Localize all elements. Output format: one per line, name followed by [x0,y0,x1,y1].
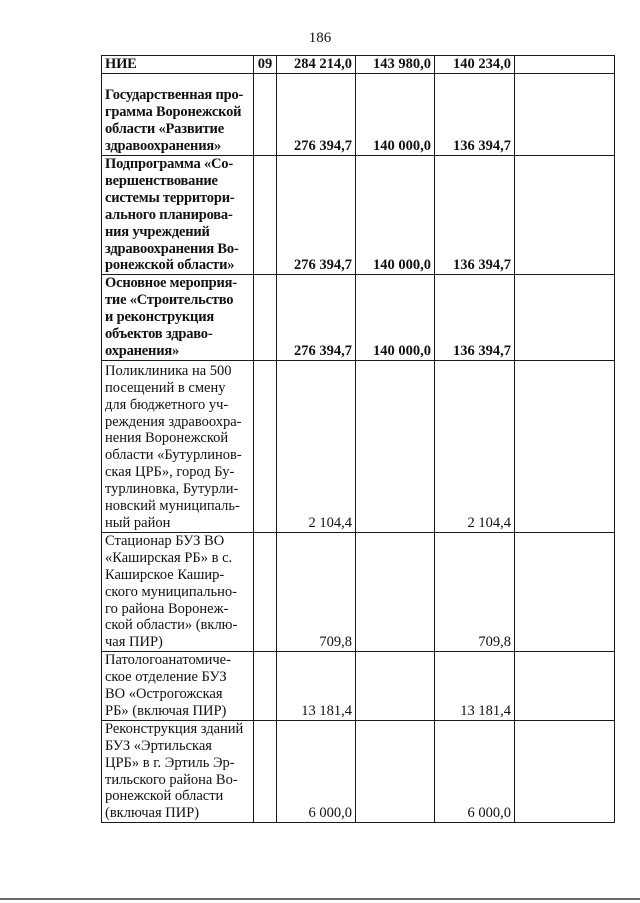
total-amount-cell: 6 000,0 [277,720,356,822]
budget-table-body [102,56,615,823]
table-row [102,532,615,651]
item-name-line: ВО «Острогожская [105,686,223,703]
item-name-line: реждения здравоохра- [105,413,242,430]
section-code-cell [254,275,277,361]
item-name-line: для бюджетного уч- [105,396,229,413]
item-name-line: нения Воронежской [105,430,229,447]
amount-cell-2: 140 000,0 [356,156,435,275]
amount-cell-4 [515,720,615,822]
amount-cell-3: 136 394,7 [435,74,515,156]
item-name-line: вершенствование [105,172,218,189]
total-amount-cell: 709,8 [277,532,356,651]
table-row [102,275,615,361]
item-name-line: и реконструкция [105,309,215,326]
amount-cell-2: 143 980,0 [356,56,435,74]
total-amount-cell: 13 181,4 [277,652,356,721]
item-name-line: ронежской области» [105,257,235,274]
item-name-line: Патологоанатомиче- [105,652,231,669]
amount-cell-4 [515,532,615,651]
section-code-cell [254,652,277,721]
scan-edge-line [0,898,640,900]
amount-cell-3: 709,8 [435,532,515,651]
amount-cell-3: 13 181,4 [435,652,515,721]
item-name-cell [102,156,254,275]
item-name-line: ЦРБ» в г. Эртиль Эр- [105,754,235,771]
item-name-line: НИЕ [105,56,137,73]
item-name-line: го района Воронеж- [105,600,229,617]
item-name-line: системы территори- [105,189,235,206]
total-amount-cell: 284 214,0 [277,56,356,74]
item-name-cell [102,360,254,532]
total-amount-cell: 276 394,7 [277,275,356,361]
item-name-line: Подпрограмма «Со- [105,156,233,172]
amount-cell-4 [515,652,615,721]
item-name-line: ния учреждений [105,223,210,240]
total-amount-cell: 276 394,7 [277,74,356,156]
amount-cell-3: 6 000,0 [435,720,515,822]
item-name-line: грамма Воронежской [105,104,242,121]
table-row [102,720,615,822]
item-name-line: Государственная про- [105,87,244,104]
amount-cell-2: 140 000,0 [356,275,435,361]
item-name-line: турлиновка, Бутурли- [105,481,239,498]
item-name-line: тие «Строительство [105,292,234,309]
table-row [102,652,615,721]
item-name-cell [102,532,254,651]
amount-cell-4 [515,156,615,275]
total-amount-cell: 276 394,7 [277,156,356,275]
item-name-line: Поликлиника на 500 [105,362,232,379]
item-name-line: здравоохранения» [105,138,222,155]
amount-cell-3: 140 234,0 [435,56,515,74]
total-amount-cell: 2 104,4 [277,360,356,532]
item-name-line: чая ПИР) [105,634,163,651]
section-code-cell [254,74,277,156]
amount-cell-3: 136 394,7 [435,275,515,361]
item-name-cell [102,74,254,156]
item-name-line: ской области» (вклю- [105,617,238,634]
item-name-cell [102,652,254,721]
item-name-line: тильского района Во- [105,771,238,788]
table-row [102,74,615,156]
amount-cell-2 [356,720,435,822]
item-name-line: области «Развитие [105,121,224,138]
item-name-line: Стационар БУЗ ВО [105,532,225,549]
item-name-cell [102,56,254,74]
item-name-cell [102,275,254,361]
item-name-line: Основное мероприя- [105,275,237,292]
section-code-cell [254,360,277,532]
amount-cell-3: 2 104,4 [435,360,515,532]
section-code-cell [254,156,277,275]
item-name-line: здравоохранения Во- [105,240,239,257]
table-row [102,360,615,532]
budget-table [101,55,615,823]
amount-cell-2: 140 000,0 [356,74,435,156]
amount-cell-2 [356,532,435,651]
page-number: 186 [308,30,332,46]
item-name-line: РБ» (включая ПИР) [105,702,227,719]
item-name-line: посещений в смену [105,379,226,396]
section-code-cell [254,532,277,651]
item-name-line: охранения» [105,342,180,359]
item-name-line: «Каширская РБ» в с. [105,549,233,566]
table-row [102,156,615,275]
amount-cell-2 [356,360,435,532]
item-name-line: объектов здраво- [105,326,213,343]
amount-cell-3: 136 394,7 [435,156,515,275]
item-name-line: БУЗ «Эртильская [105,737,212,754]
section-code-cell [254,720,277,822]
item-name-line: (включая ПИР) [105,805,200,822]
amount-cell-4 [515,275,615,361]
item-name-line: Реконструкция зданий [105,720,244,737]
item-name-line: ского муниципально- [105,583,237,600]
item-name-line: ское отделение БУЗ [105,669,227,686]
amount-cell-2 [356,652,435,721]
item-name-line: Каширское Кашир- [105,566,225,583]
table-row [102,56,615,74]
item-name-line: области «Бутурлинов- [105,447,242,464]
item-name-line: ный район [105,514,171,531]
item-name-line: ального планирова- [105,206,233,223]
section-code-cell: 09 [254,56,277,74]
item-name-line: новский муниципаль- [105,498,240,515]
amount-cell-4 [515,56,615,74]
item-name-line: ронежской области [105,788,224,805]
amount-cell-4 [515,74,615,156]
item-name-line: ская ЦРБ», город Бу- [105,464,235,481]
item-name-cell [102,720,254,822]
amount-cell-4 [515,360,615,532]
